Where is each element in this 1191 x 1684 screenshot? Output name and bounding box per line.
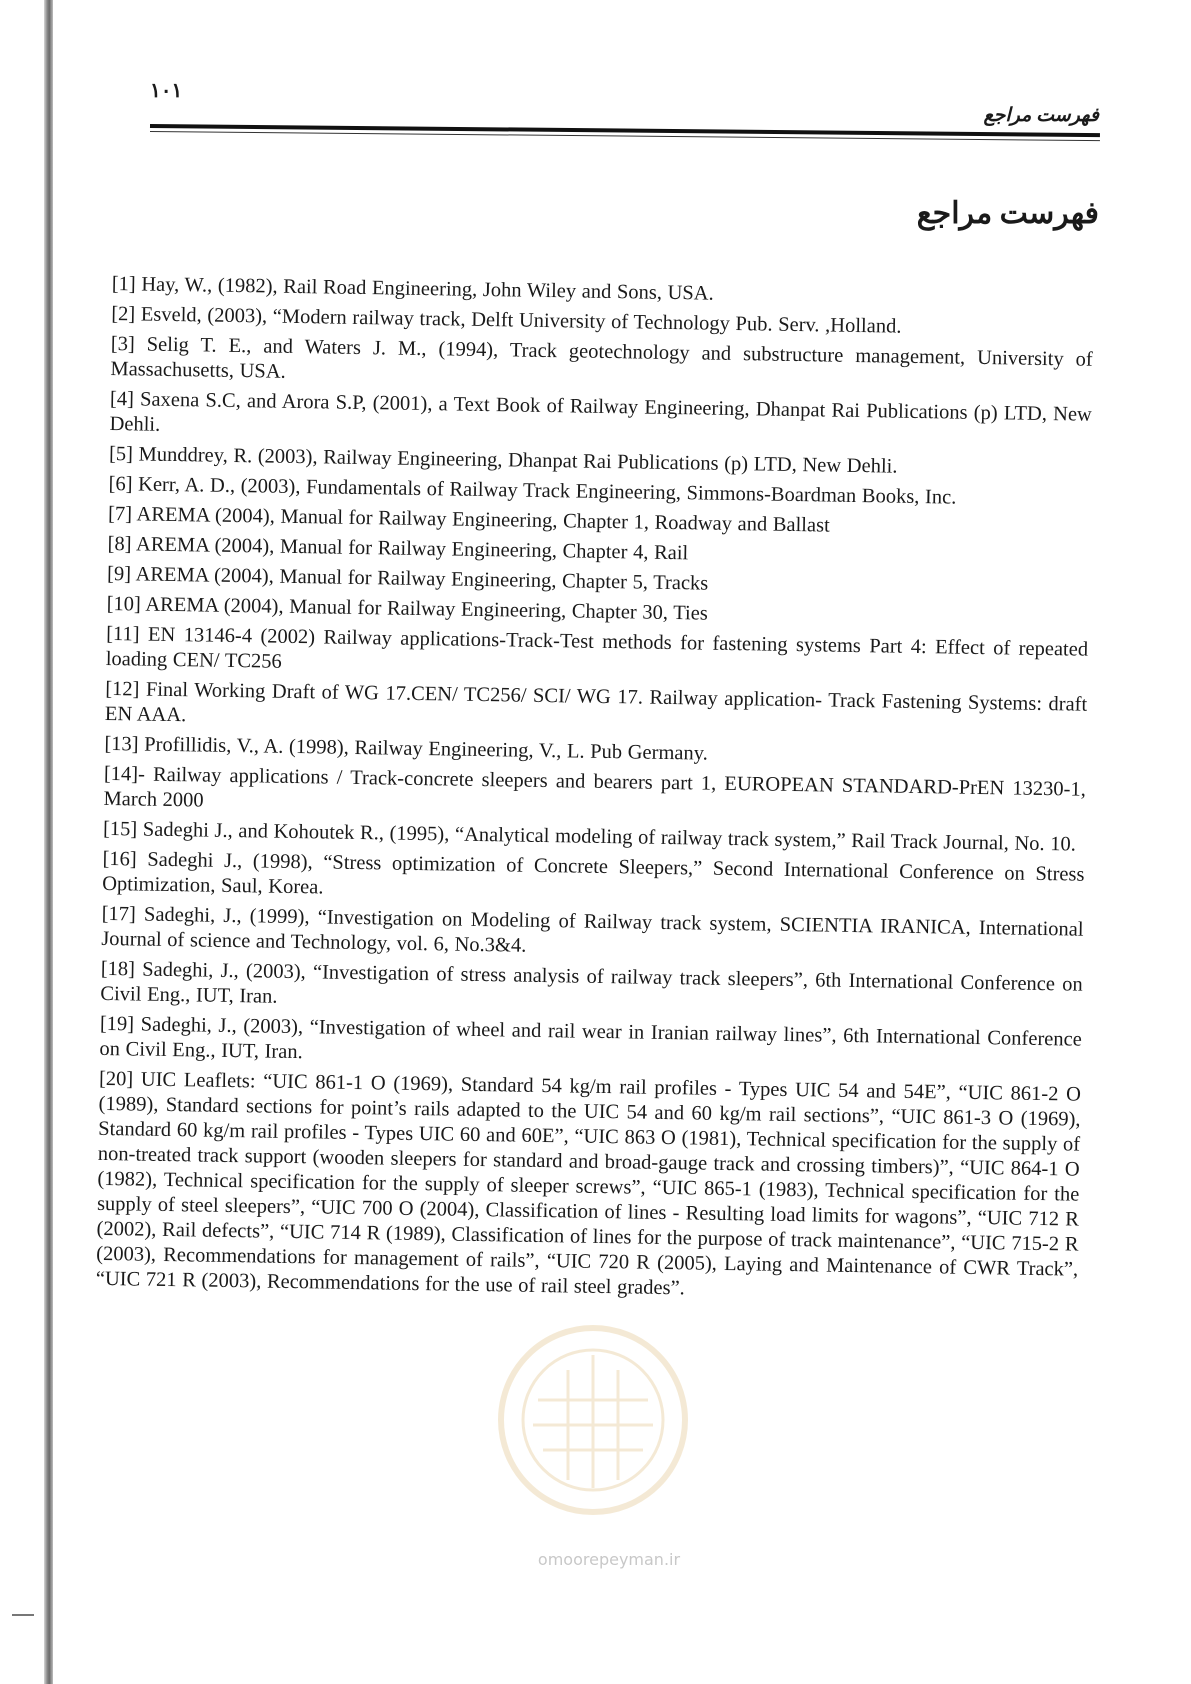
reference-item: [9] AREMA (2004), Manual for Railway Engineering, Chapter 5, Tracks bbox=[106, 562, 709, 595]
reference-item: [5] Munddrey, R. (2003), Railway Engineering, Dhanpat Rai Publications (p) LTD, New Dehli. bbox=[108, 442, 898, 478]
reference-item: [14]- Railway applications / Track-concrete sleepers and bearers part 1, EUROPEAN STANDARD-PrEN 13230-1, March 2000 bbox=[103, 762, 1086, 812]
page-number: ۱۰۱ bbox=[150, 80, 183, 102]
reference-item: [13] Profillidis, V., A. (1998), Railway Engineering, V., L. Pub Germany. bbox=[104, 732, 708, 765]
reference-item: [1] Hay, W., (1982), Rail Road Engineering, John Wiley and Sons, USA. bbox=[111, 272, 714, 305]
reference-item: [7] AREMA (2004), Manual for Railway Engineering, Chapter 1, Roadway and Ballast bbox=[107, 502, 830, 537]
reference-item: [20] UIC Leaflets: “UIC 861-1 O (1969), Standard 54 kg/m rail profiles - Types UIC 54 and 54E”, “UIC 861-2 O (1989), Standard sections for point’s rails adapted to the UIC 54 and 60 kg/m rail sections”, “UIC 861-3 O (1969), Standard 60 kg/m rail profiles - Types UIC 60 and 60E”, “UIC 863 O (1981), Technical specification for the supply of non-treated track support (wooden sleepers for standard and broad-gauge track and crossing timbers)”, “UIC 864-1 O (1982), Technical specification for the supply of sleeper screws”, “UIC 865-1 (1983), Technical specification for the supply of steel sleepers”, “UIC 700 O (2004), Classification of lines - Resulting load limits for wagons”, “UIC 712 R (2002), Rail defects”, “UIC 714 R (1989), Classification of lines for the purpose of track maintenance”, “UIC 715-2 R (2003), Recommendations for management of rails”, “UIC 720 R (2005), Laying and Maintenance of CWR Track”, “UIC 721 R (2003), Recommendations for the use of rail steel grades”. bbox=[95, 1067, 1082, 1300]
reference-list bbox=[96, 272, 1094, 1313]
reference-item: [10] AREMA (2004), Manual for Railway Engineering, Chapter 30, Ties bbox=[106, 592, 708, 625]
reference-item: [17] Sadeghi, J., (1999), “Investigation on Modeling of Railway track system, SCIENTIA IRANICA, International Journal of science and Technology, vol. 6, No.3&4. bbox=[101, 902, 1084, 957]
reference-item: [6] Kerr, A. D., (2003), Fundamentals of Railway Track Engineering, Simmons-Boardman Books, Inc. bbox=[108, 472, 957, 509]
reference-item: [19] Sadeghi, J., (2003), “Investigation of wheel and rail wear in Iranian railway lines”, 6th International Conference on Civil Eng., IUT, Iran. bbox=[99, 1012, 1082, 1064]
reference-item: [8] AREMA (2004), Manual for Railway Engineering, Chapter 4, Rail bbox=[107, 532, 689, 565]
running-head: فهرست مراجع bbox=[983, 105, 1099, 126]
reference-item: [3] Selig T. E., and Waters J. M., (1994), Track geotechnology and substructure management, University of Massachusetts, USA. bbox=[110, 332, 1093, 383]
watermark-seal-icon bbox=[493, 1320, 693, 1520]
reference-item: [15] Sadeghi J., and Kohoutek R., (1995), “Analytical modeling of railway track system,” Rail Track Journal, No. 10. bbox=[102, 817, 1077, 856]
scan-margin-mark bbox=[12, 1614, 34, 1616]
reference-item: [4] Saxena S.C, and Arora S.P, (2001), a Text Book of Railway Engineering, Dhanpat Rai Publications (p) LTD, New Dehli. bbox=[109, 387, 1093, 436]
reference-item: [2] Esveld, (2003), “Modern railway track, Delft University of Technology Pub. Serv. ,Holland. bbox=[111, 302, 902, 338]
reference-item: [11] EN 13146-4 (2002) Railway applications-Track-Test methods for fastening systems Part 4: Effect of repeated loading CEN/ TC256 bbox=[105, 622, 1089, 673]
reference-item: [12] Final Working Draft of WG 17.CEN/ TC256/ SCI/ WG 17. Railway application- Track Fastening Systems: draft EN AAA. bbox=[104, 677, 1088, 727]
watermark-site: omoorepeyman.ir bbox=[537, 1550, 681, 1569]
section-title: فهرست مراجع bbox=[916, 197, 1099, 230]
reference-item: [16] Sadeghi J., (1998), “Stress optimization of Concrete Sleepers,” Second International Conference on Stress Optimization, Saul, Korea. bbox=[101, 847, 1085, 899]
reference-item: [18] Sadeghi, J., (2003), “Investigation of stress analysis of railway track sleepers”, 6th International Conference on Civil Eng., IUT, Iran. bbox=[100, 957, 1083, 1008]
scan-binding-edge bbox=[44, 0, 53, 1684]
